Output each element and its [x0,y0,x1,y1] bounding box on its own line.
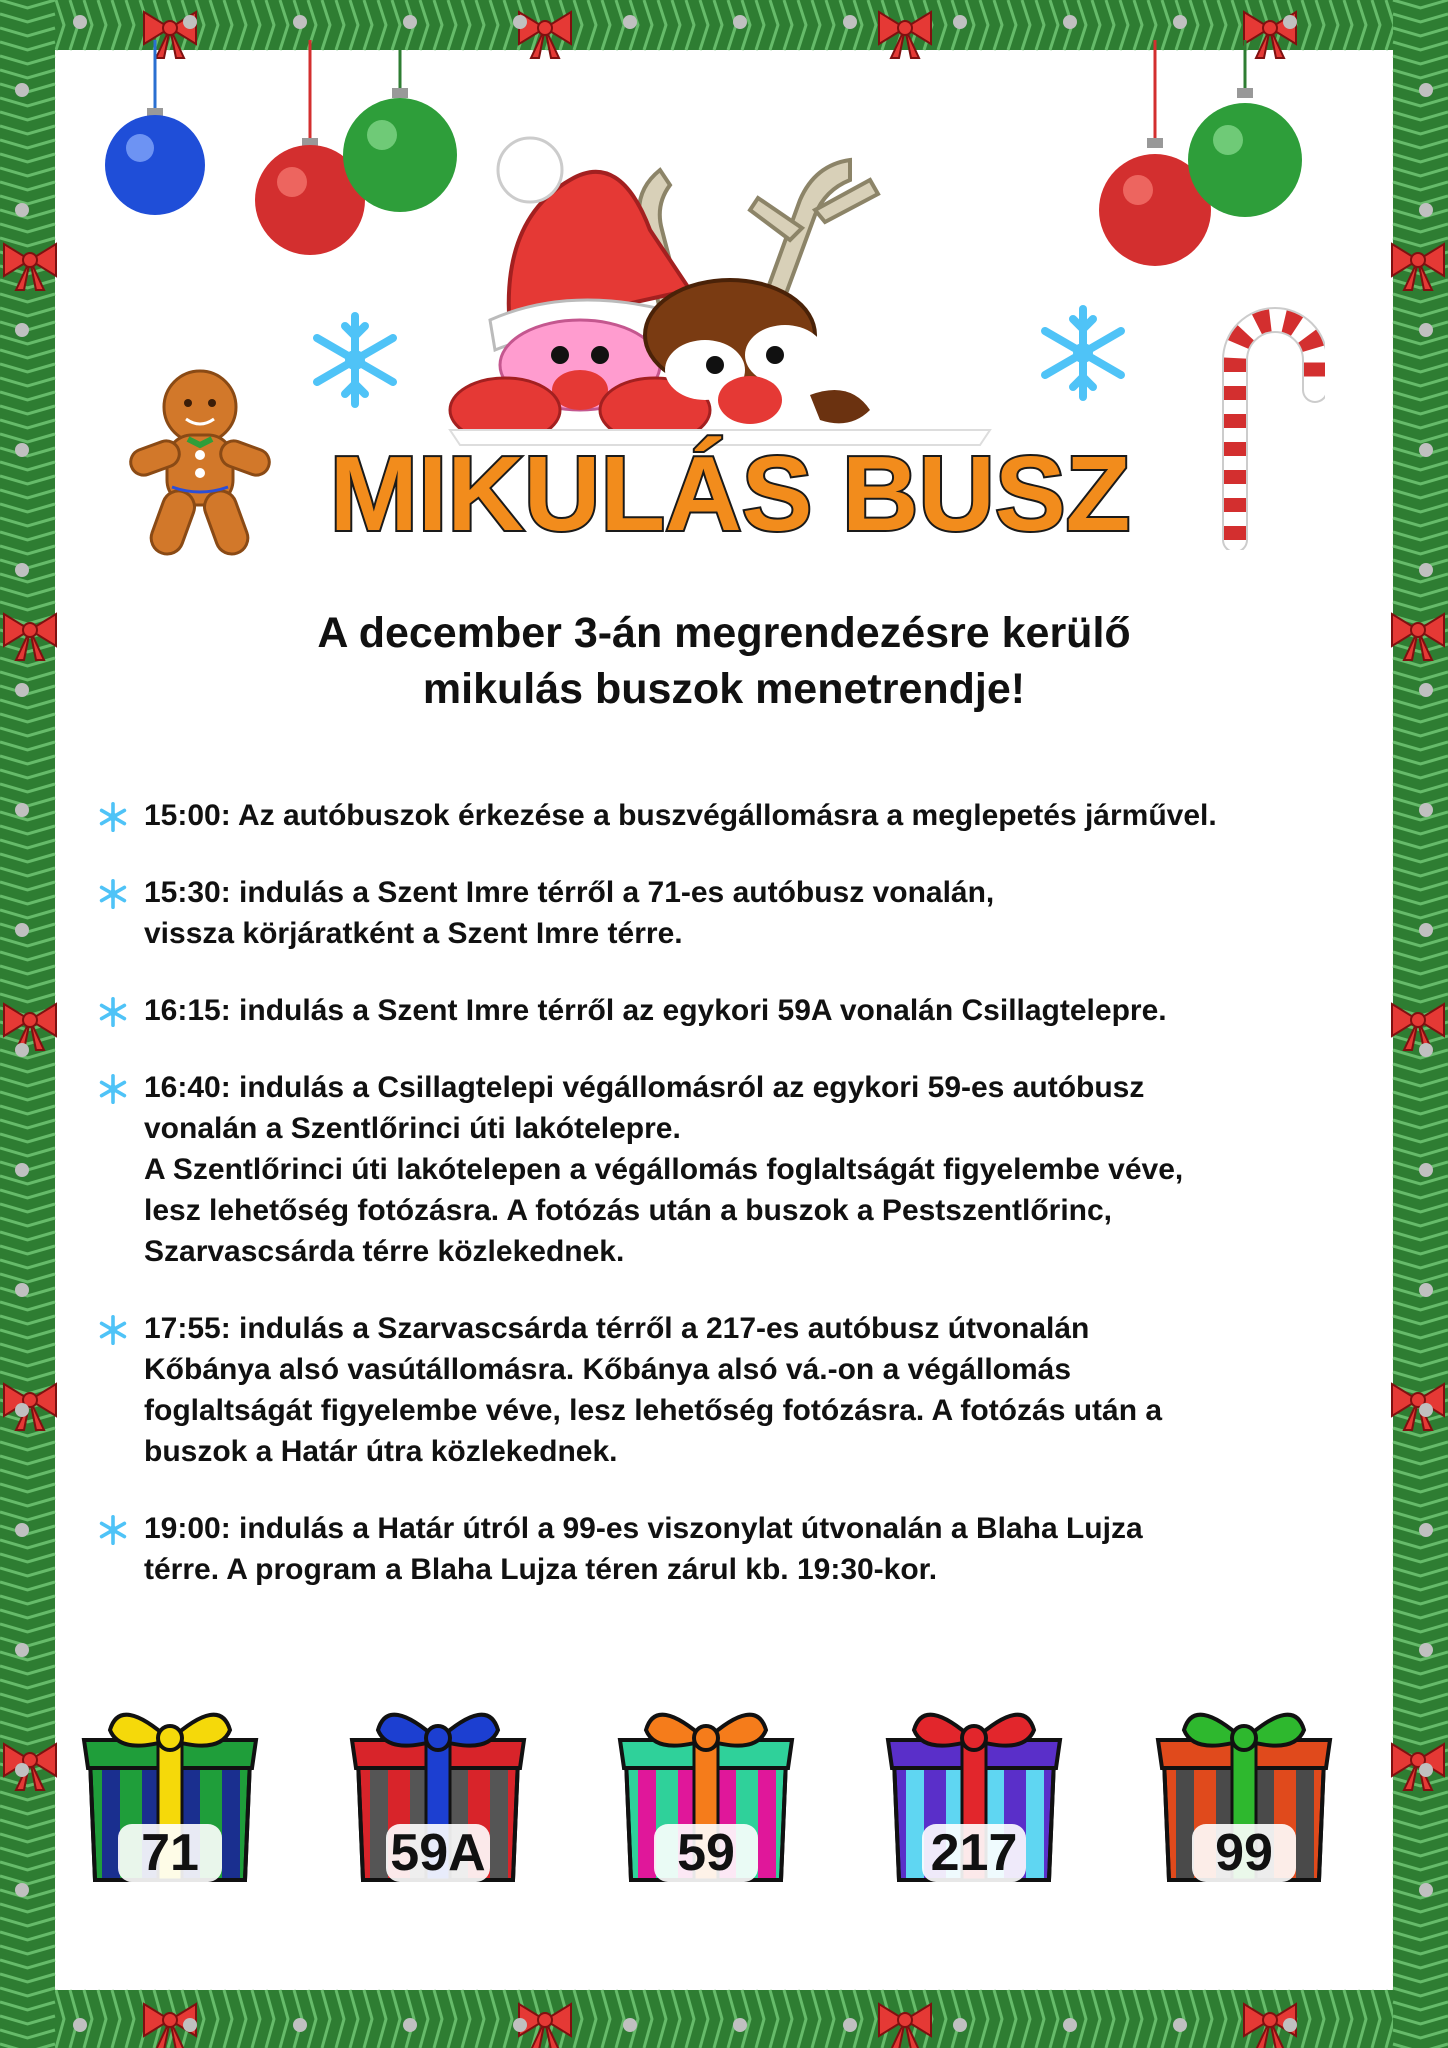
snowflake-icon [305,310,405,410]
bauble [15,683,29,697]
bauble [73,2018,87,2032]
gift-label: 99 [1215,1824,1273,1882]
bauble [15,803,29,817]
bow-icon [646,1715,766,1750]
bauble [1419,1403,1433,1417]
gift-box [884,1700,1064,1890]
gift-row [80,1700,1370,1890]
bauble [293,15,307,29]
bauble [1419,1763,1433,1777]
snowflake-icon [98,879,128,909]
candy-cane-icon [1205,300,1325,550]
ornament-icon [1090,40,1330,290]
bauble [15,83,29,97]
bauble [15,323,29,337]
bauble [293,2018,307,2032]
schedule-line: térre. A program a Blaha Lujza téren zárul kb. 19:30-kor. [144,1553,938,1586]
bauble [1419,443,1433,457]
bauble [73,15,87,29]
snowflake-icon [1033,303,1133,403]
schedule-line: 15:30: indulás a Szent Imre térről a 71-es autóbusz vonalán, [144,876,995,909]
bauble [403,15,417,29]
bauble [1283,15,1297,29]
gift-label: 71 [141,1824,199,1882]
bauble [1419,1163,1433,1177]
bauble [1173,2018,1187,2032]
gift-box [80,1700,260,1890]
schedule-line: 16:40: indulás a Csillagtelepi végállomásról az egykori 59-es autóbusz [144,1071,1145,1104]
gift-box [616,1700,796,1890]
bauble [15,1043,29,1057]
schedule-item [98,1067,1368,1272]
bow-icon [110,1715,230,1750]
bauble [513,15,527,29]
bauble [15,1403,29,1417]
schedule-line: 15:00: Az autóbuszok érkezése a buszvégállomásra a meglepetés járművel. [144,799,1217,832]
bauble [953,2018,967,2032]
schedule-item [98,872,1368,954]
bauble [843,15,857,29]
bauble [15,203,29,217]
bauble [513,2018,527,2032]
bauble [1419,923,1433,937]
schedule-line: 17:55: indulás a Szarvascsárda térről a 217-es autóbusz útvonalán [144,1312,1090,1345]
bauble [1419,203,1433,217]
bauble [15,443,29,457]
bauble [1419,1883,1433,1897]
gift-label: 217 [930,1824,1018,1882]
bauble [1419,83,1433,97]
bauble [1063,2018,1077,2032]
subtitle-line: mikulás buszok menetrendje! [422,665,1026,713]
bauble [15,1523,29,1537]
bauble [15,1883,29,1897]
bauble [1173,15,1187,29]
bauble [1419,1643,1433,1657]
snowflake-icon [98,1074,128,1104]
bauble [1063,15,1077,29]
bauble [1419,1523,1433,1537]
bauble [1419,1283,1433,1297]
bauble [1419,323,1433,337]
poster-title [290,430,1170,550]
bow-icon [914,1715,1034,1750]
bauble [1419,1043,1433,1057]
schedule-line: buszok a Határ útra közlekednek. [144,1435,618,1468]
schedule-item [98,795,1368,836]
bauble [15,1283,29,1297]
bow-icon [378,1715,498,1750]
schedule-line: Kőbánya alsó vasútállomásra. Kőbánya alsó vá.-on a végállomás [144,1353,1072,1386]
bauble [15,1763,29,1777]
schedule-item [98,1308,1368,1472]
bauble [183,2018,197,2032]
snowflake-icon [98,802,128,832]
subtitle [150,605,1298,717]
gingerbread-icon [122,365,277,565]
bauble [623,2018,637,2032]
schedule-line: Szarvascsárda térre közlekednek. [144,1235,625,1268]
snowflake-icon [98,1315,128,1345]
gift-box [348,1700,528,1890]
bauble [733,15,747,29]
schedule-item [98,1508,1368,1590]
bauble [1419,683,1433,697]
bauble [403,2018,417,2032]
bauble [1283,2018,1297,2032]
bauble [733,2018,747,2032]
ornament-icon [90,40,470,290]
bow-icon [1184,1715,1304,1750]
gift-box [1154,1700,1334,1890]
bauble [183,15,197,29]
bauble [843,2018,857,2032]
schedule-line: lesz lehetőség fotózásra. A fotózás után a buszok a Pestszentlőrinc, [144,1194,1112,1227]
schedule-item [98,990,1368,1031]
gift-label: 59 [677,1824,735,1882]
bauble [623,15,637,29]
subtitle-line: A december 3-án megrendezésre kerülő [317,609,1131,657]
bauble [15,1163,29,1177]
bauble [1419,803,1433,817]
schedule-line: 19:00: indulás a Határ útról a 99-es viszonylat útvonalán a Blaha Lujza [144,1512,1143,1545]
schedule-line: foglaltságát figyelembe véve, lesz lehetőség fotózásra. A fotózás után a [144,1394,1163,1427]
bauble [15,923,29,937]
schedule-line: 16:15: indulás a Szent Imre térről az egykori 59A vonalán Csillagtelepre. [144,994,1167,1027]
gift-label: 59A [390,1824,486,1882]
snowflake-icon [98,997,128,1027]
snowflake-icon [98,1515,128,1545]
schedule-line: A Szentlőrinci úti lakótelepen a végállomás foglaltságát figyelembe véve, [144,1153,1184,1186]
bauble [1419,563,1433,577]
bauble [953,15,967,29]
title-text: MIKULÁS BUSZ [329,435,1131,550]
schedule-list [98,795,1368,1626]
bauble [15,563,29,577]
schedule-line: vonalán a Szentlőrinci úti lakótelepre. [144,1112,681,1145]
santa-reindeer-illustration [430,110,1020,460]
bauble [15,1643,29,1657]
schedule-line: vissza körjáratként a Szent Imre térre. [144,917,683,950]
